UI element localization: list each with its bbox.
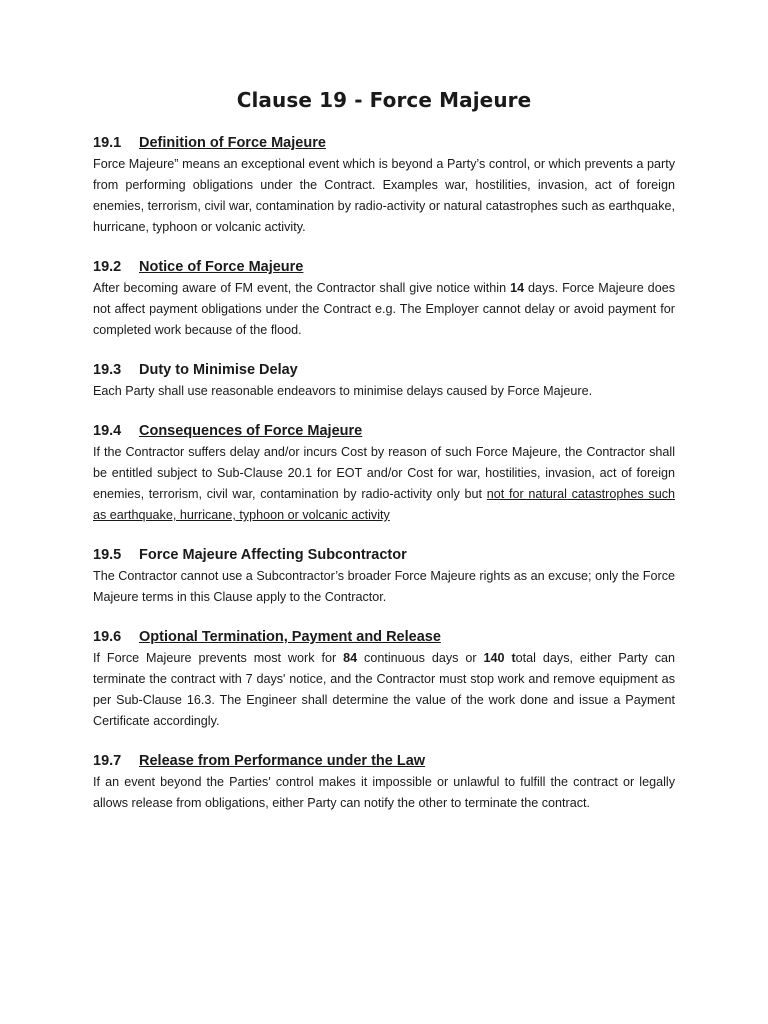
section-number: 19.1 — [93, 135, 122, 151]
section-heading — [93, 361, 675, 379]
section-number: 19.5 — [93, 547, 122, 563]
section-title: Duty to Minimise Delay — [139, 362, 298, 378]
section-heading — [93, 628, 675, 646]
section-body: Each Party shall use reasonable endeavors to minimise delays caused by Force Majeure. — [93, 384, 593, 398]
body-text: After becoming aware of FM event, the Contractor shall give notice within — [93, 281, 511, 295]
section-title: Optional Termination, Payment and Release — [139, 629, 441, 645]
body-text: otal days, either Party can terminate the contract with 7 days' notice, and the Contractor must stop work and remove equipment as per Sub-Clause 16.3. The Engineer shall determine the value of the work done and issue a Payment Certificate accordingly. — [93, 651, 675, 728]
section-body: The Contractor cannot use a Subcontractor’s broader Force Majeure rights as an excuse; only the Force Majeure terms in this Clause apply to the Contractor. — [93, 569, 675, 604]
total-days: 140 t — [483, 651, 516, 665]
section-title: Definition of Force Majeure — [139, 135, 326, 151]
section-19-2 — [93, 258, 675, 341]
underlined-exclusion: not for natural catastrophes such as earthquake, hurricane, typhoon or volcanic activity — [93, 487, 676, 522]
notice-days: 14 — [510, 281, 525, 295]
continuous-days: 84 — [343, 651, 358, 665]
section-19-3 — [93, 361, 675, 402]
body-text: days. Force Majeure does not affect payment obligations under the Contract e.g. The Employer cannot delay or avoid payment for completed work because of the flood. — [93, 281, 675, 337]
section-body — [93, 278, 675, 341]
section-heading — [93, 546, 675, 564]
section-number: 19.7 — [93, 753, 122, 769]
section-body — [93, 648, 675, 732]
section-number: 19.2 — [93, 259, 122, 275]
section-title: Notice of Force Majeure — [139, 259, 304, 275]
section-title: Release from Performance under the Law — [139, 753, 426, 769]
section-number: 19.3 — [93, 362, 122, 378]
section-title: Force Majeure Affecting Subcontractor — [139, 547, 407, 563]
section-19-4 — [93, 422, 675, 526]
section-heading — [93, 422, 675, 440]
section-number: 19.6 — [93, 629, 122, 645]
section-body: If an event beyond the Parties' control makes it impossible or unlawful to fulfill the contract or legally allows release from obligations, either Party can notify the other to terminate the contract. — [93, 775, 675, 810]
document-page — [93, 88, 675, 834]
section-title: Consequences of Force Majeure — [139, 423, 363, 439]
body-text: If the Contractor suffers delay and/or incurs Cost by reason of such Force Majeure, the Contractor shall be entitled subject to Sub-Clause 20.1 for EOT and/or Cost for war, hostilities, invasion, act of foreign enemies, terrorism, civil war, contamination by radio-activity only but — [93, 445, 675, 501]
body-text: If Force Majeure prevents most work for — [93, 651, 344, 665]
body-text: continuous days or — [357, 651, 484, 665]
section-number: 19.4 — [93, 423, 122, 439]
section-19-1 — [93, 134, 675, 238]
section-19-5 — [93, 546, 675, 608]
section-19-7 — [93, 752, 675, 814]
page-title: Clause 19 - Force Majeure — [236, 88, 532, 112]
section-body: Force Majeure” means an exceptional event which is beyond a Party’s control, or which prevents a party from performing obligations under the Contract. Examples war, hostilities, invasion, act of foreign enemies, terrorism, civil war, contamination by radio-activity or natural catastrophes such as earthquake, hurricane, typhoon or volcanic activity. — [93, 157, 675, 234]
section-heading — [93, 134, 675, 152]
section-19-6 — [93, 628, 675, 732]
section-body — [93, 442, 675, 526]
section-heading — [93, 752, 675, 770]
section-heading — [93, 258, 675, 276]
